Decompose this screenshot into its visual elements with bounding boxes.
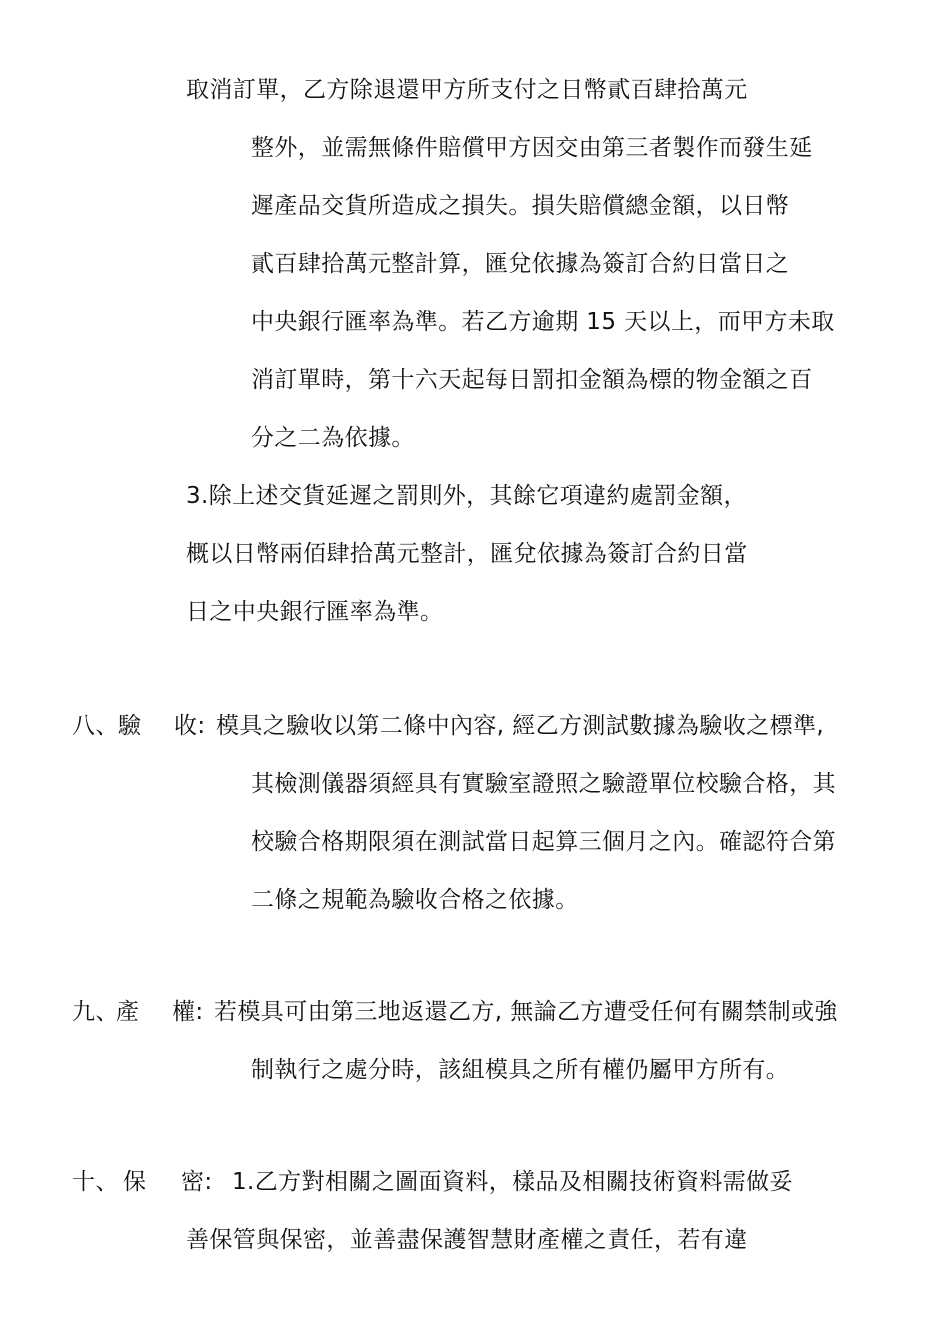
clause8-number: 八、	[72, 713, 119, 739]
clause9-number: 九、	[72, 999, 119, 1025]
clause10-line-2: 善保管與保密，並善盡保護智慧財產權之責任，若有違	[186, 1227, 748, 1253]
clause8-line-3: 校驗合格期限須在測試當日起算三個月之內。確認符合第	[251, 829, 836, 855]
clause10-title-char2: 密:	[181, 1169, 213, 1195]
clause8-line-4: 二條之規範為驗收合格之依據。	[251, 887, 579, 913]
clause7-item3-line-2: 概以日幣兩佰肆拾萬元整計，匯兌依據為簽訂合約日當	[186, 541, 748, 567]
clause8-title-char2: 收:	[174, 713, 206, 739]
clause7-line-3: 遲產品交貨所造成之損失。損失賠償總金額，以日幣	[251, 193, 790, 219]
clause7-line-1: 取消訂單，乙方除退還甲方所支付之日幣貳百肆拾萬元	[186, 77, 748, 103]
clause9-title-char2: 權:	[172, 999, 204, 1025]
clause7-line-5: 中央銀行匯率為準。若乙方逾期 15 天以上，而甲方未取	[251, 309, 835, 335]
clause8-title-char1: 驗	[118, 713, 142, 739]
clause10-title-char1: 保	[123, 1169, 147, 1195]
clause9-title-char1: 產	[116, 999, 140, 1025]
clause7-item3-line-3: 日之中央銀行匯率為準。	[186, 599, 444, 625]
clause7-line-7: 分之二為依據。	[251, 425, 415, 451]
clause8-line-2: 其檢測儀器須經具有實驗室證照之驗證單位校驗合格，其	[251, 771, 836, 797]
clause10-line-1: 1.乙方對相關之圖面資料，樣品及相關技術資料需做妥	[232, 1169, 793, 1195]
clause7-line-6: 消訂單時，第十六天起每日罰扣金額為標的物金額之百	[251, 367, 813, 393]
clause10-number: 十、	[72, 1169, 119, 1195]
clause7-line-4: 貳百肆拾萬元整計算，匯兌依據為簽訂合約日當日之	[251, 251, 790, 277]
clause7-item3-line-1: 3.除上述交貨延遲之罰則外，其餘它項違約處罰金額，	[186, 483, 747, 509]
clause8-line-1: 模具之驗收以第二條中內容, 經乙方測試數據為驗收之標準,	[216, 713, 825, 739]
clause9-line-1: 若模具可由第三地返還乙方, 無論乙方遭受任何有關禁制或強	[214, 999, 838, 1025]
clause7-line-2: 整外，並需無條件賠償甲方因交由第三者製作而發生延	[251, 135, 813, 161]
clause9-line-2: 制執行之處分時，該組模具之所有權仍屬甲方所有。	[251, 1057, 790, 1083]
